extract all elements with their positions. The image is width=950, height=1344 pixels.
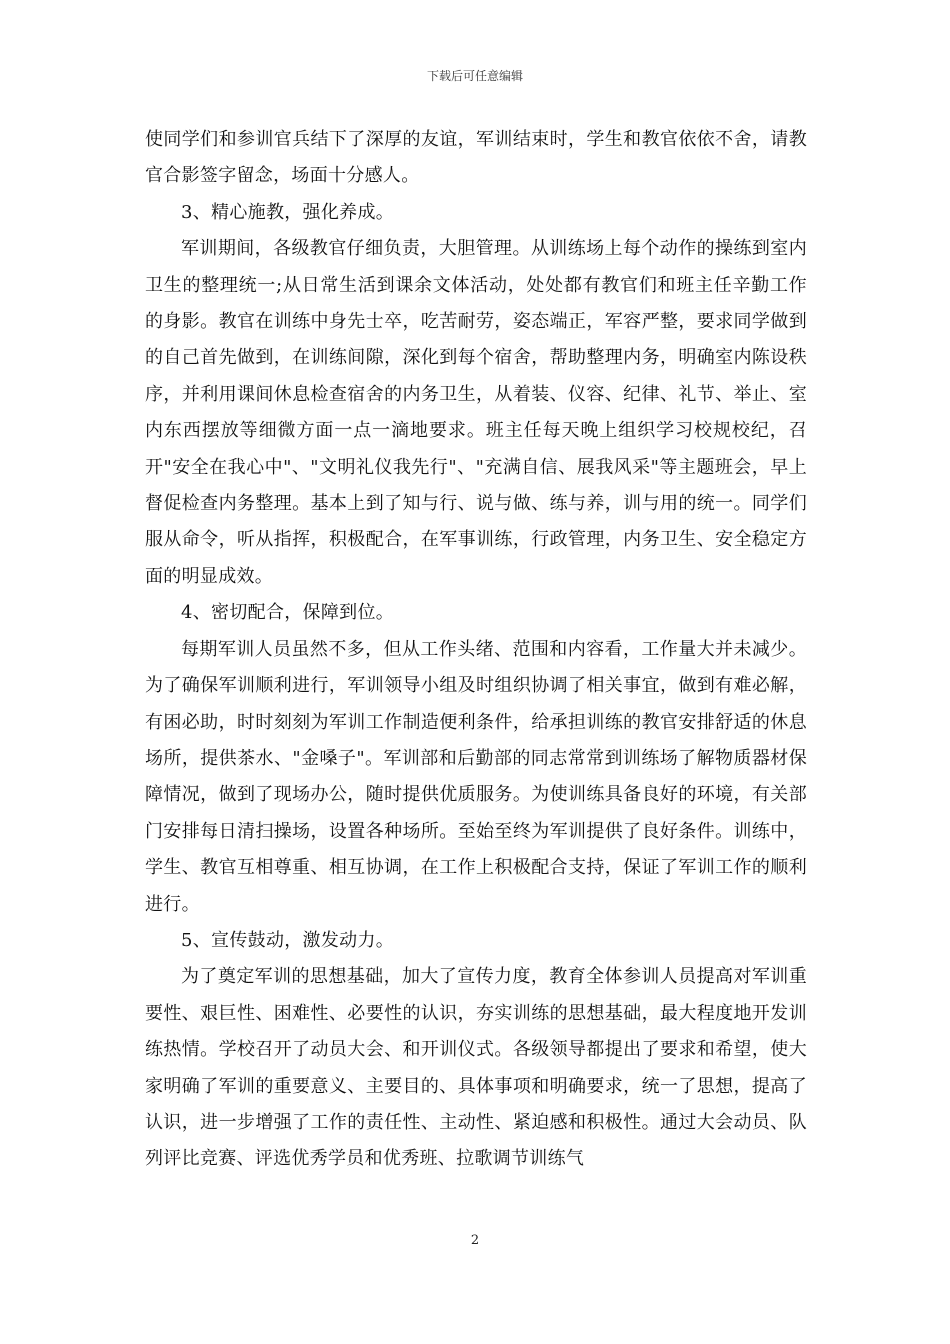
- paragraph-section-5: 为了奠定军训的思想基础，加大了宣传力度，教育全体参训人员提高对军训重要性、艰巨性、困难性、必要性的认识，夯实训练的思想基础，最大程度地开发训练热情。学校召开了动员大会、和开训仪式。各级领导都提出了要求和希望，使大家明确了军训的重要意义、主要目的、具体事项和明确要求，统一了思想，提高了认识，进一步增强了工作的责任性、主动性、紧迫感和积极性。通过大会动员、队列评比竞赛、评选优秀学员和优秀班、拉歌调节训练气: [145, 966, 807, 1170]
- section-heading-4: 4、密切配合，保障到位。: [181, 602, 395, 624]
- paragraph-section-4: 每期军训人员虽然不多，但从工作头绪、范围和内容看，工作量大并未减少。为了确保军训顺利进行，军训领导小组及时组织协调了相关事宜，做到有难必解，有困必助，时时刻刻为军训工作制造便利条件，给承担训练的教官安排舒适的休息场所，提供茶水、"金嗓子"。军训部和后勤部的同志常常到训练场了解物质器材保障情况，做到了现场办公，随时提供优质服务。为使训练具备良好的环境，有关部门安排每日清扫操场，设置各种场所。至始至终为军训提供了良好条件。训练中，学生、教官互相尊重、相互协调，在工作上积极配合支持，保证了军训工作的顺利进行。: [145, 638, 807, 915]
- section-heading-5: 5、宣传鼓动，激发动力。: [181, 929, 395, 951]
- paragraph-section-3: 军训期间，各级教官仔细负责，大胆管理。从训练场上每个动作的操练到室内卫生的整理统一;从日常生活到课余文体活动，处处都有教官们和班主任辛勤工作的身影。教官在训练中身先士卒，吃苦耐劳，姿态端正，军容严整，要求同学做到的自己首先做到，在训练间隙，深化到每个宿舍，帮助整理内务，明确室内陈设秩序，并利用课间休息检查宿舍的内务卫生，从着装、仪容、纪律、礼节、举止、室内东西摆放等细微方面一点一滴地要求。班主任每天晚上组织学习校规校纪，召开"安全在我心中"、"文明礼仪我先行"、"充满自信、展我风采"等主题班会，早上督促检查内务整理。基本上到了知与行、说与做、练与养，训与用的统一。同学们服从命令，听从指挥，积极配合，在军事训练，行政管理，内务卫生、安全稳定方面的明显成效。: [145, 238, 807, 587]
- section-heading-3: 3、精心施教，强化养成。: [181, 201, 395, 223]
- paragraph-continued: 使同学们和参训官兵结下了深厚的友谊，军训结束时，学生和教官依依不舍，请教官合影签字留念，场面十分感人。: [145, 129, 807, 187]
- page-header-note: 下载后可任意编辑: [426, 69, 523, 83]
- document-body: [145, 122, 807, 1178]
- page-number: 2: [470, 1233, 480, 1248]
